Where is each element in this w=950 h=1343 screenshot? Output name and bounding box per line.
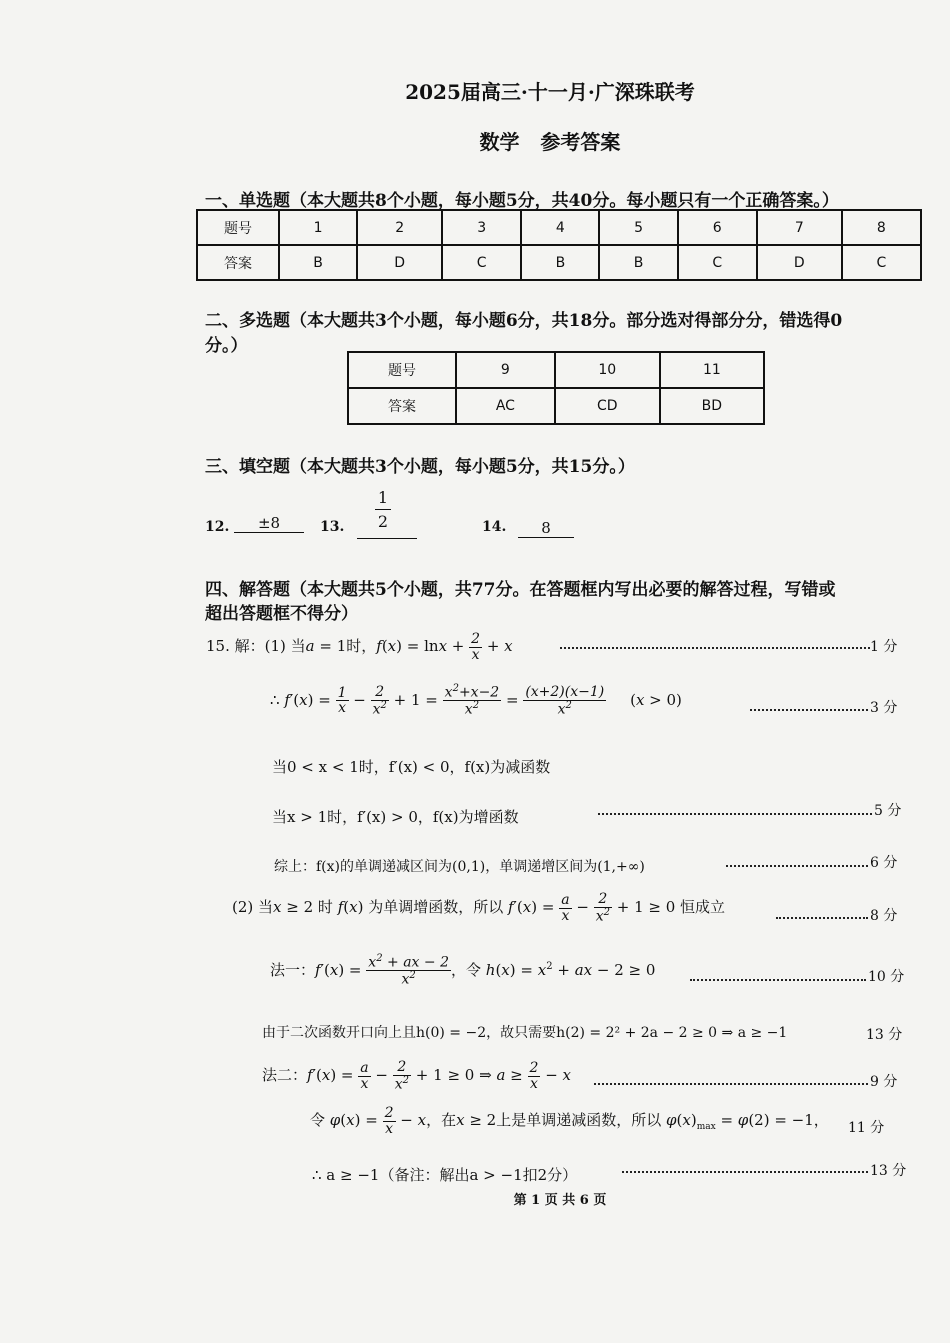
- table-cell: 2: [357, 210, 442, 245]
- table-cell: B: [599, 245, 677, 280]
- q14-label: 14.: [482, 519, 507, 535]
- score-1: 1 分: [870, 639, 898, 655]
- table-label-question: 题号: [348, 352, 456, 388]
- table-label-question: 题号: [197, 210, 279, 245]
- table-cell: D: [757, 245, 842, 280]
- exam-subtitle: 数学 参考答案: [479, 130, 621, 154]
- solution15-method1-conclusion: 由于二次函数开口向上且h(0) = −2，故只需要h(2) = 2² + 2a − 2 ≥ 0 ⇒ a ≥ −1: [262, 1025, 788, 1041]
- section3-heading: 三、填空题（本大题共3个小题，每小题5分，共15分。）: [205, 457, 635, 477]
- table-cell: 6: [678, 210, 757, 245]
- q13-label: 13.: [320, 519, 345, 535]
- score-11: 11 分: [848, 1120, 885, 1136]
- table-cell: 1: [279, 210, 357, 245]
- solution15-line1: 15. 解：(1) 当a = 1时，f(x) = lnx + $\frac{2}{x}$ + x: [206, 631, 513, 663]
- solution15-final: ∴ a ≥ −1（备注：解出a > −1扣2分）: [312, 1166, 578, 1184]
- table-cell: B: [279, 245, 357, 280]
- q13-denominator: 2: [377, 512, 389, 531]
- exam-title: 2025届高三·十一月·广深珠联考: [405, 80, 695, 104]
- solution15-method2: 法二：f′(x) = $\frac{a}{x}$ − $\frac{2}{x^2}$ + 1 ≥ 0 ⇒ a ≥ $\frac{2}{x}$ − x: [262, 1059, 571, 1093]
- section4-heading-line2: 超出答题框不得分）: [205, 604, 358, 624]
- score-13b: 13 分: [870, 1163, 907, 1179]
- score-13a: 13 分: [866, 1027, 903, 1043]
- table-cell: CD: [555, 388, 660, 424]
- table-cell: 10: [555, 352, 660, 388]
- table-cell: 9: [456, 352, 555, 388]
- q13-answer: [357, 488, 417, 539]
- section1-heading: 一、单选题（本大题共8个小题，每小题5分，共40分。每小题只有一个正确答案。）: [205, 191, 839, 211]
- table-cell: 4: [521, 210, 599, 245]
- solution15-decreasing: 当0 < x < 1时，f′(x) < 0，f(x)为减函数: [272, 758, 551, 776]
- score-9: 9 分: [870, 1074, 898, 1090]
- section2-heading-line2: 分。）: [205, 336, 248, 356]
- table-cell: C: [442, 245, 521, 280]
- score-3: 3 分: [870, 700, 898, 716]
- score-5: 5 分: [874, 803, 902, 819]
- table-cell: 8: [842, 210, 921, 245]
- table-cell: B: [521, 245, 599, 280]
- table-cell: 3: [442, 210, 521, 245]
- multi-choice-table: [347, 351, 765, 425]
- table-cell: D: [357, 245, 442, 280]
- table-cell: AC: [456, 388, 555, 424]
- solution15-method2-phi: 令 φ(x) = $\frac{2}{x}$ − x，在x ≥ 2上是单调递减函数，所以 $\varphi(x)_{max} = \varphi(2) = -1$，: [310, 1105, 829, 1137]
- table-cell: 11: [660, 352, 764, 388]
- solution15-part2: (2) 当x ≥ 2 时 f(x) 为单调增函数，所以 f′(x) = $\frac{a}{x}$ − $\frac{2}{x^2}$ + 1 ≥ 0 恒成立: [232, 891, 726, 925]
- solution15-increasing: 当x > 1时，f′(x) > 0，f(x)为增函数: [272, 808, 519, 826]
- section4-heading-line1: 四、解答题（本大题共5个小题，共77分。在答题框内写出必要的解答过程，写错或: [205, 580, 836, 600]
- solution15-derivative: ∴ f′(x) = $\frac{1}{x}$ − $\frac{2}{x^2}$ + 1 = $\frac{x^2+x-2}{x^2}$ = $\frac{(x+2)(x-1)}{x^2}$ (x > 0): [270, 683, 682, 718]
- section2-heading-line1: 二、多选题（本大题共3个小题，每小题6分，共18分。部分选对得部分分，错选得0: [205, 311, 843, 331]
- score-8: 8 分: [870, 908, 898, 924]
- table-cell: C: [842, 245, 921, 280]
- single-choice-table: [196, 209, 922, 281]
- solution15-method1: 法一：f′(x) = $\frac{x^2 + ax - 2}{x^2}$ ，令 $h(x) = x^2$ + ax − 2 ≥ 0: [270, 953, 656, 988]
- table-cell: BD: [660, 388, 764, 424]
- table-label-answer: 答案: [348, 388, 456, 424]
- solution15-summary: 综上：f(x)的单调递减区间为(0,1)，单调递增区间为(1,+∞): [274, 859, 645, 875]
- table-cell: 5: [599, 210, 677, 245]
- page-footer: 第 1 页 共 6 页: [513, 1193, 607, 1208]
- table-cell: 7: [757, 210, 842, 245]
- score-10: 10 分: [868, 969, 905, 985]
- q13-numerator: 1: [377, 488, 389, 507]
- table-label-answer: 答案: [197, 245, 279, 280]
- score-6: 6 分: [870, 855, 898, 871]
- table-cell: C: [678, 245, 757, 280]
- q14-answer: 8: [518, 519, 574, 538]
- q12-label: 12.: [205, 519, 230, 535]
- q12-answer: ±8: [234, 514, 304, 533]
